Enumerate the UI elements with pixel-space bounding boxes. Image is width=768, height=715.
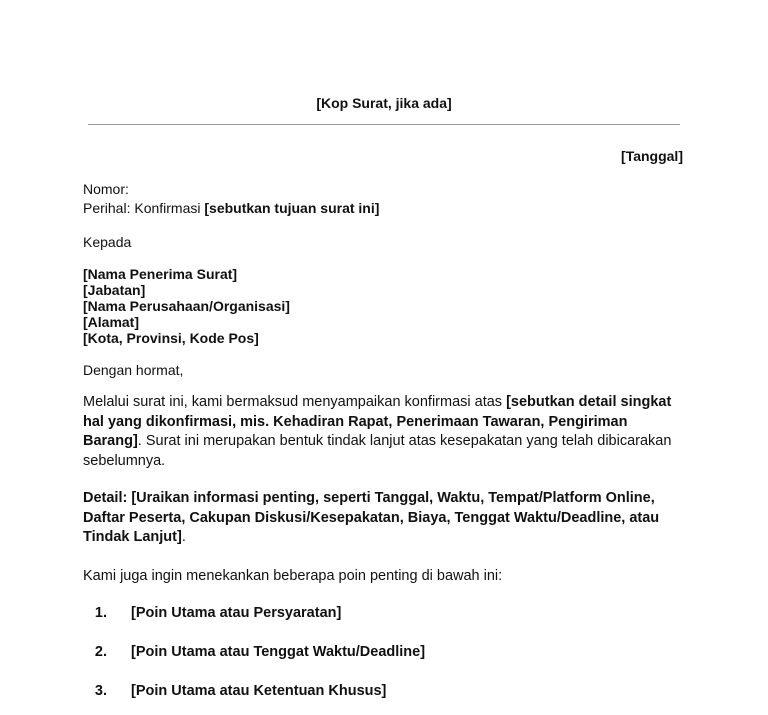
list-text: [Poin Utama atau Tenggat Waktu/Deadline] — [131, 644, 426, 660]
body-intro: Melalui surat ini, kami bermaksud menyampaikan konfirmasi atas — [83, 394, 507, 410]
letterhead-divider — [88, 124, 680, 125]
detail-paragraph — [83, 489, 683, 548]
date-placeholder: [Tanggal] — [621, 148, 683, 164]
perihal-label: Perihal: Konfirmasi — [83, 200, 205, 216]
list-number: 2. — [94, 644, 107, 660]
nomor-label: Nomor: — [83, 181, 129, 197]
body-paragraph — [83, 393, 683, 471]
recipient-company: [Nama Perusahaan/Organisasi] — [83, 298, 290, 314]
list-item — [83, 605, 341, 621]
points-intro: Kami juga ingin menekankan beberapa poin penting di bawah ini: — [83, 568, 503, 584]
recipient-city: [Kota, Provinsi, Kode Pos] — [83, 330, 259, 346]
perihal-value: [sebutkan tujuan surat ini] — [204, 200, 380, 216]
recipient-position: [Jabatan] — [83, 282, 146, 298]
salutation: Dengan hormat, — [83, 362, 184, 378]
detail-text: Detail: [Uraikan informasi penting, seperti Tanggal, Waktu, Tempat/Platform Online, Daftar Peserta, Cakupan Diskusi/Kesepakatan, Biaya, Tenggat Waktu/Deadline, atau Tindak Lanjut] — [83, 490, 660, 545]
body-rest: . Surat ini merupakan bentuk tindak lanjut atas kesepakatan yang telah dibicarakan sebelumnya. — [83, 433, 672, 469]
detail-end: . — [181, 529, 186, 545]
nomor-line — [83, 181, 129, 197]
list-item — [83, 644, 425, 660]
list-item — [83, 683, 386, 699]
list-number: 1. — [94, 605, 107, 621]
kepada-label: Kepada — [83, 234, 132, 250]
list-number: 3. — [94, 683, 107, 699]
list-text: [Poin Utama atau Ketentuan Khusus] — [131, 683, 387, 699]
body-confirmation-detail: [sebutkan detail singkat hal yang dikonfirmasi, mis. Kehadiran Rapat, Penerimaan Tawaran, Pengiriman Barang] — [83, 394, 672, 449]
perihal-line — [83, 200, 379, 216]
recipient-name: [Nama Penerima Surat] — [83, 266, 238, 282]
list-text: [Poin Utama atau Persyaratan] — [131, 605, 342, 621]
letterhead-placeholder: [Kop Surat, jika ada] — [316, 95, 452, 111]
recipient-address: [Alamat] — [83, 314, 140, 330]
